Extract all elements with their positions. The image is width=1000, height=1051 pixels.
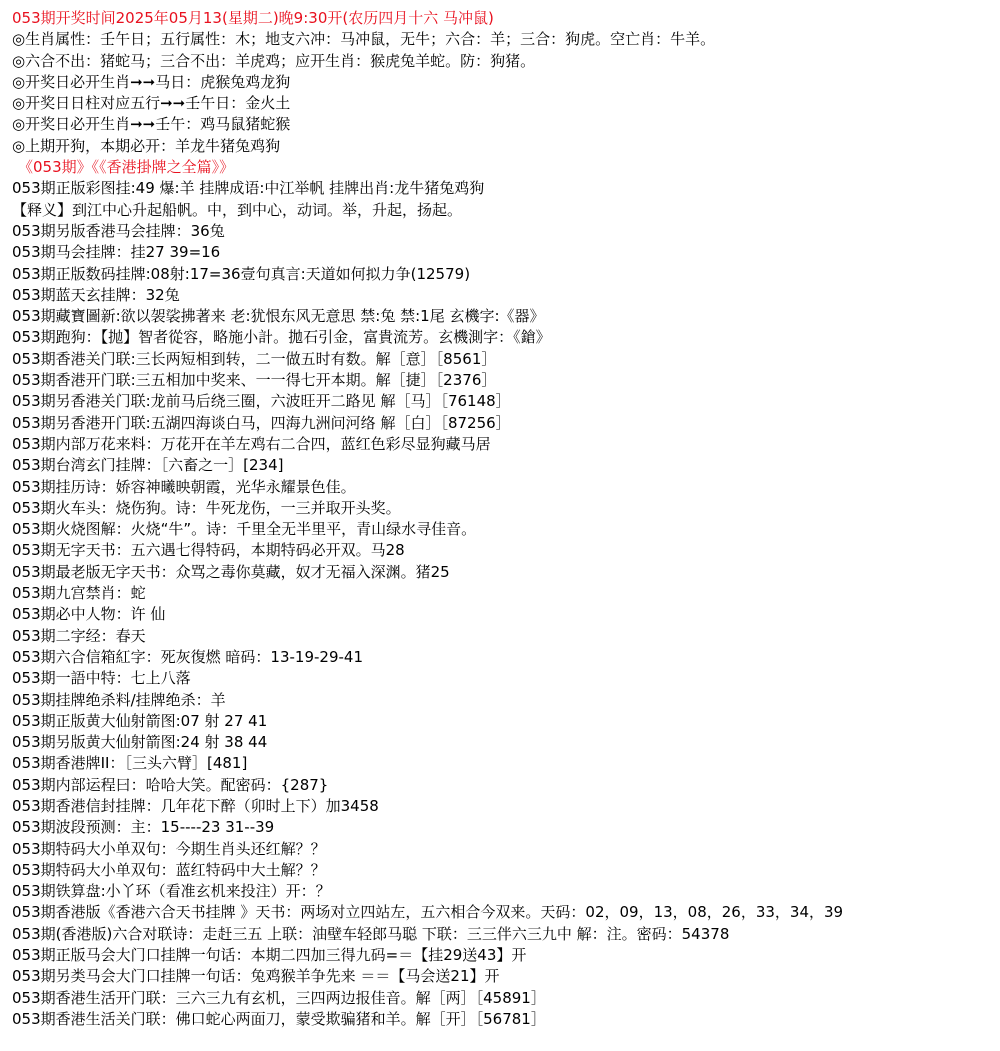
- list-item: 053期另香港关门联:龙前马后绕三圈，六波旺开二路见 解［马］［76148］: [12, 392, 511, 411]
- list-item: 053期内部万花来料：万花开在羊左鸡右二合四，蓝红色彩尽显狗藏马居: [12, 434, 491, 453]
- list-item: 053期(香港版)六合对联诗：走赶三五 上联：油壁车轻郎马聪 下联：三三伴六三九中 解：注。密码：54378: [12, 924, 730, 943]
- info-line: ◎上期开狗，本期必开：羊龙牛猪兔鸡狗: [12, 136, 281, 155]
- list-item: 053期一語中特：七上八落: [12, 669, 191, 688]
- list-item: 053期六合信箱紅字：死灰復燃 暗码：13-19-29-41: [12, 647, 363, 666]
- list-item: 053期内部运程曰：哈哈大笑。配密码：{287}: [12, 775, 329, 794]
- list-item: 053期挂牌绝杀料/挂牌绝杀：羊: [12, 690, 226, 709]
- list-item: 【释义】到江中心升起船帆。中，到中心，动词。举，升起，扬起。: [12, 200, 463, 219]
- list-item: 053期香港开门联:三五相加中奖来、一一得七开本期。解［捷］［2376］: [12, 371, 497, 390]
- document-body: [12, 8, 996, 1030]
- list-item: 053期特码大小单双句：蓝红特码中大土解？？: [12, 860, 326, 879]
- list-item: 053期正版黄大仙射箭图:07 射 27 41: [12, 711, 268, 730]
- list-item: 053期必中人物：许 仙: [12, 605, 166, 624]
- info-line: ◎开奖日日柱对应五行➞➞壬午日：金火土: [12, 94, 291, 113]
- list-item: 053期最老版无字天书：众骂之毒你莫藏，奴才无福入深渊。猪25: [12, 562, 450, 581]
- info-line: ◎六合不出：猪蛇马；三合不出：羊虎鸡；应开生肖：猴虎兔羊蛇。防：狗猪。: [12, 51, 536, 70]
- list-item: 053期铁算盘:小丫环（看准玄机来投注）开：？: [12, 882, 331, 901]
- list-item: 053期九宫禁肖：蛇: [12, 584, 146, 603]
- list-item: 053期香港关门联:三长两短相到转，二一做五时有数。解［意］［8561］: [12, 349, 497, 368]
- list-item: 053期藏寶圖新:欲以袈裟拂著来 老:犹恨东风无意思 禁:兔 禁:1尾 玄機字:《器》: [12, 307, 545, 326]
- list-item: 053期正版马会大门口挂牌一句话：本期二四加三得九码=＝【挂29送43】开: [12, 946, 527, 965]
- list-item: 053期正版数码挂牌:08射:17=36壹句真言:天道如何拟力争(12579): [12, 264, 471, 283]
- list-item: 053期另类马会大门口挂牌一句话：兔鸡猴羊争先来 ＝＝【马会送21】开: [12, 967, 500, 986]
- list-item: 053期香港信封挂牌：几年花下醉（卯时上下）加3458: [12, 796, 379, 815]
- list-item: 053期二字经：春天: [12, 626, 146, 645]
- list-item: 053期香港生活关门联：佛口蛇心两面刀，蒙受欺骗猪和羊。解［开］［56781］: [12, 1009, 546, 1028]
- page-title: 053期开奖时间2025年05月13(星期二)晚9:30开(农历四月十六 马冲鼠): [12, 9, 494, 27]
- list-item: 053期马会挂牌：挂27 39=16: [12, 243, 221, 262]
- list-item: 053期香港生活开门联：三六三九有玄机，三四两边报佳音。解［两］［45891］: [12, 988, 546, 1007]
- list-item: 053期跑狗：【抛】智者從容，略施小計。拋石引金，富貴流芳。玄機測字：《鎗》: [12, 328, 551, 347]
- info-line: ◎开奖日必开生肖➞➞马日：虎猴兔鸡龙狗: [12, 72, 291, 91]
- list-item: 053期正版彩图挂:49 爆:羊 挂牌成语:中江举帆 挂牌出肖:龙牛猪兔鸡狗: [12, 179, 485, 198]
- list-item: 053期香港牌II：［三头六臂］[481]: [12, 754, 248, 773]
- list-item: 053期台湾玄门挂牌：［六畜之一］[234]: [12, 456, 284, 475]
- list-item: 053期蓝天玄挂牌：32兔: [12, 285, 180, 304]
- list-item: 053期香港版《香港六合天书挂牌 》天书：两场对立四站左，五六相合今双来。天码：02，09，13，08，26，33，34，39: [12, 903, 844, 922]
- list-item: 053期特码大小单双句：今期生肖头还红解？？: [12, 839, 326, 858]
- list-item: 053期另版黄大仙射箭图:24 射 38 44: [12, 733, 268, 752]
- list-item: 053期火烧图解：火烧“牛”。诗：千里全无半里平，青山绿水寻佳音。: [12, 520, 477, 539]
- list-item: 053期火车头：烧伤狗。诗：牛死龙伤，一三并取开头奖。: [12, 498, 401, 517]
- section-title: 《053期》《《香港掛牌之全篇》》: [18, 158, 235, 177]
- list-item: 053期波段预测：主：15----23 31--39: [12, 818, 275, 837]
- list-item: 053期无字天书：五六遇七得特码，本期特码必开双。马28: [12, 541, 405, 560]
- list-item: 053期另香港开门联:五湖四海谈白马，四海九洲问河络 解［白］［87256］: [12, 413, 511, 432]
- list-item: 053期另版香港马会挂牌：36兔: [12, 221, 225, 240]
- entry-list: [12, 178, 996, 1030]
- info-line: ◎开奖日必开生肖➞➞壬午：鸡马鼠猪蛇猴: [12, 115, 291, 134]
- info-line: ◎生肖属性：壬午日；五行属性：木；地支六冲：马冲鼠，无牛；六合：羊；三合：狗虎。空亡肖：牛羊。: [12, 30, 716, 49]
- list-item: 053期挂历诗：娇容神曦映朝霞，光华永耀景色佳。: [12, 477, 356, 496]
